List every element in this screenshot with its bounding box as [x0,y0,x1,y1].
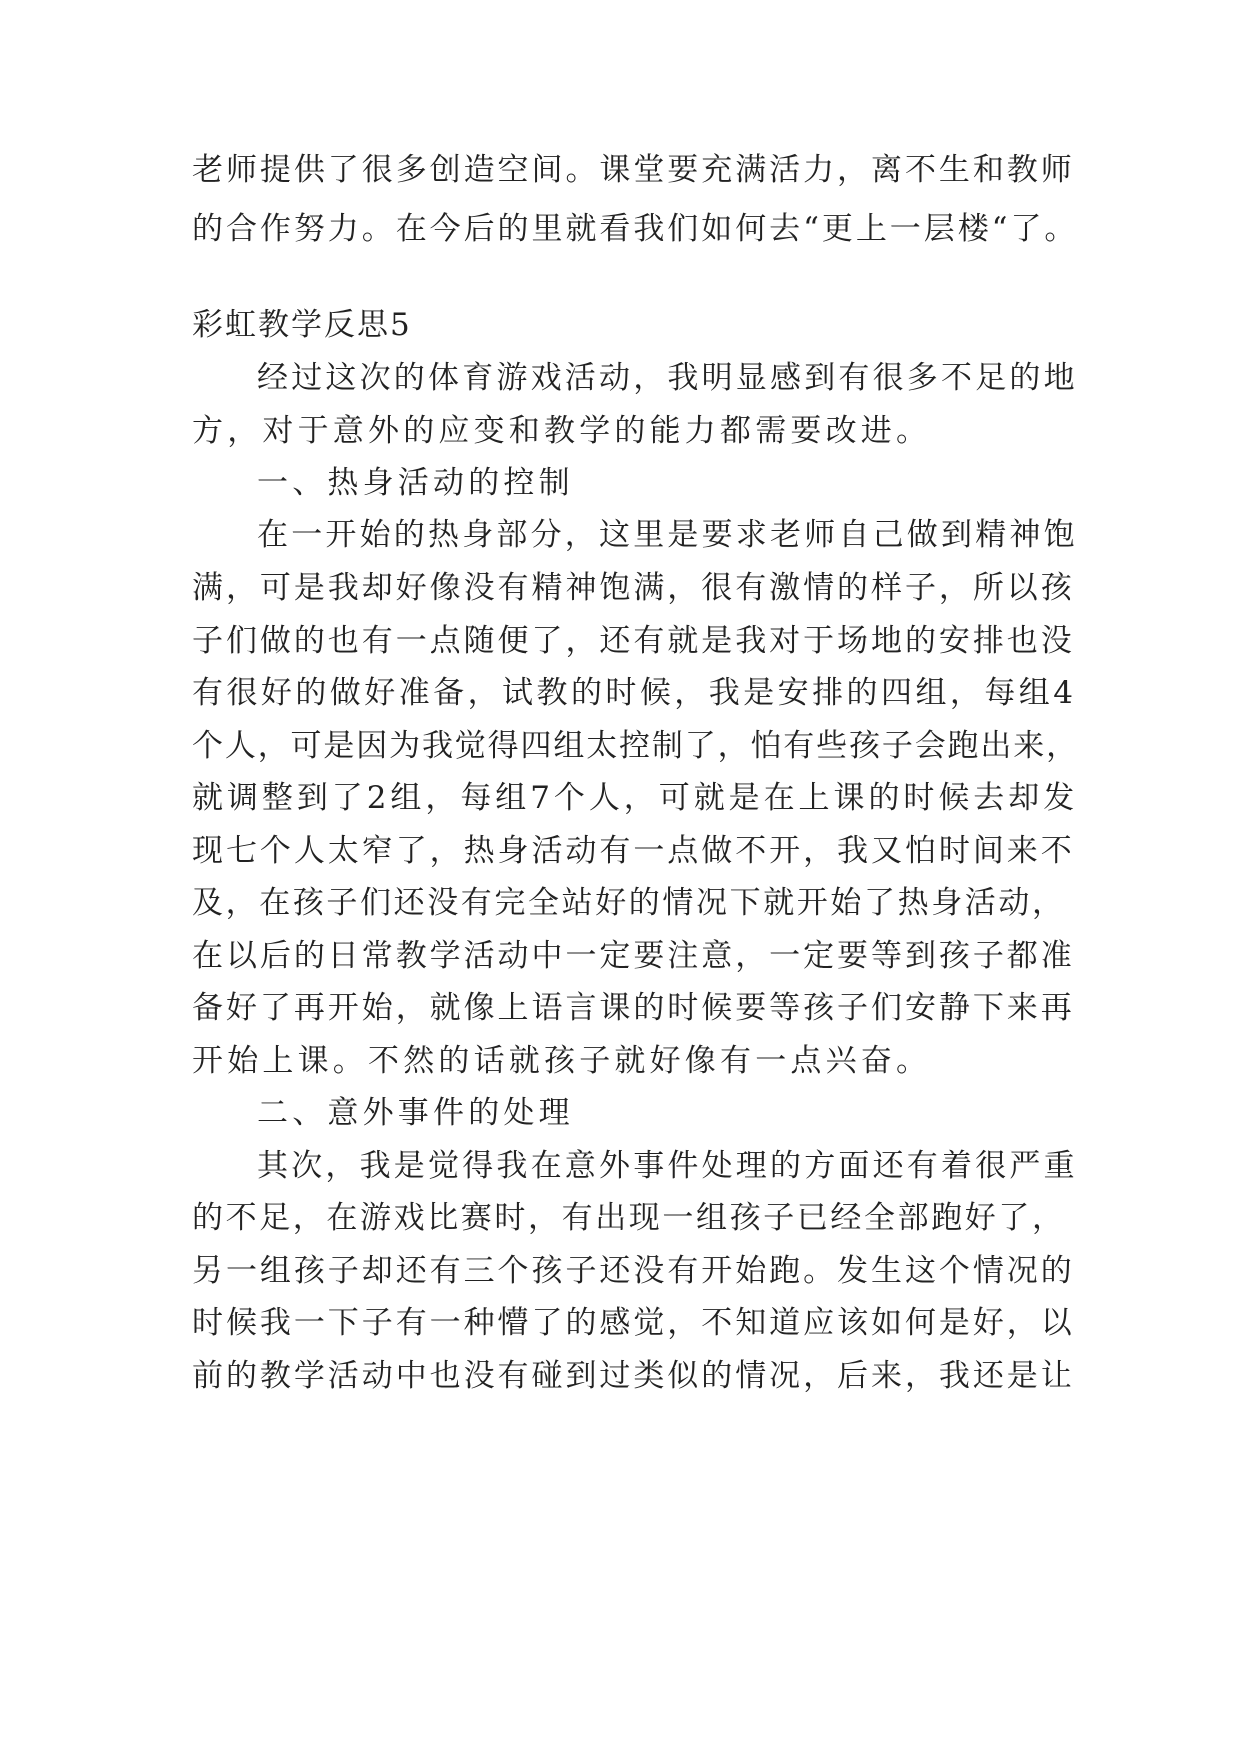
section-title: 彩虹教学反思5 [192,307,412,343]
paragraph-line: 另一组孩子却还有三个孩子还没有开始跑。发生这个情况的 [192,1253,1075,1289]
paragraph-line: 前的教学活动中也没有碰到过类似的情况，后来，我还是让 [192,1358,1075,1394]
paragraph-line: 开始上课。不然的话就孩子就好像有一点兴奋。 [192,1043,932,1079]
paragraph-line: 就调整到了2组，每组7个人，可就是在上课的时候去却发 [192,780,1079,816]
subheading: 二、意外事件的处理 [257,1095,574,1131]
paragraph-line: 满，可是我却好像没有精神饱满，很有激情的样子，所以孩 [192,570,1075,606]
paragraph-line: 在以后的日常教学活动中一定要注意，一定要等到孩子都准 [192,938,1075,974]
intro-line: 老师提供了很多创造空间。课堂要充满活力，离不生和教师 [192,152,1075,188]
paragraph-line: 现七个人太窄了，热身活动有一点做不开，我又怕时间来不 [192,833,1075,869]
paragraph-line: 有很好的做好准备，试教的时候，我是安排的四组，每组4 [192,675,1077,711]
paragraph-line: 方，对于意外的应变和教学的能力都需要改进。 [192,413,932,449]
paragraph-line: 经过这次的体育游戏活动，我明显感到有很多不足的地 [257,360,1078,396]
subheading: 一、热身活动的控制 [257,465,574,501]
paragraph-line: 在一开始的热身部分，这里是要求老师自己做到精神饱 [257,517,1078,553]
paragraph-line: 个人，可是因为我觉得四组太控制了，怕有些孩子会跑出来， [192,728,1079,764]
intro-line: 的合作努力。在今后的里就看我们如何去“更上一层楼“了。 [192,211,1079,247]
paragraph-line: 的不足，在游戏比赛时，有出现一组孩子已经全部跑好了， [192,1200,1066,1236]
paragraph-line: 子们做的也有一点随便了，还有就是我对于场地的安排也没 [192,623,1075,659]
paragraph-line: 及，在孩子们还没有完全站好的情况下就开始了热身活动， [192,885,1066,921]
paragraph-line: 时候我一下子有一种懵了的感觉，不知道应该如何是好，以 [192,1305,1075,1341]
paragraph-line: 其次，我是觉得我在意外事件处理的方面还有着很严重 [257,1148,1078,1184]
paragraph-line: 备好了再开始，就像上语言课的时候要等孩子们安静下来再 [192,990,1075,1026]
